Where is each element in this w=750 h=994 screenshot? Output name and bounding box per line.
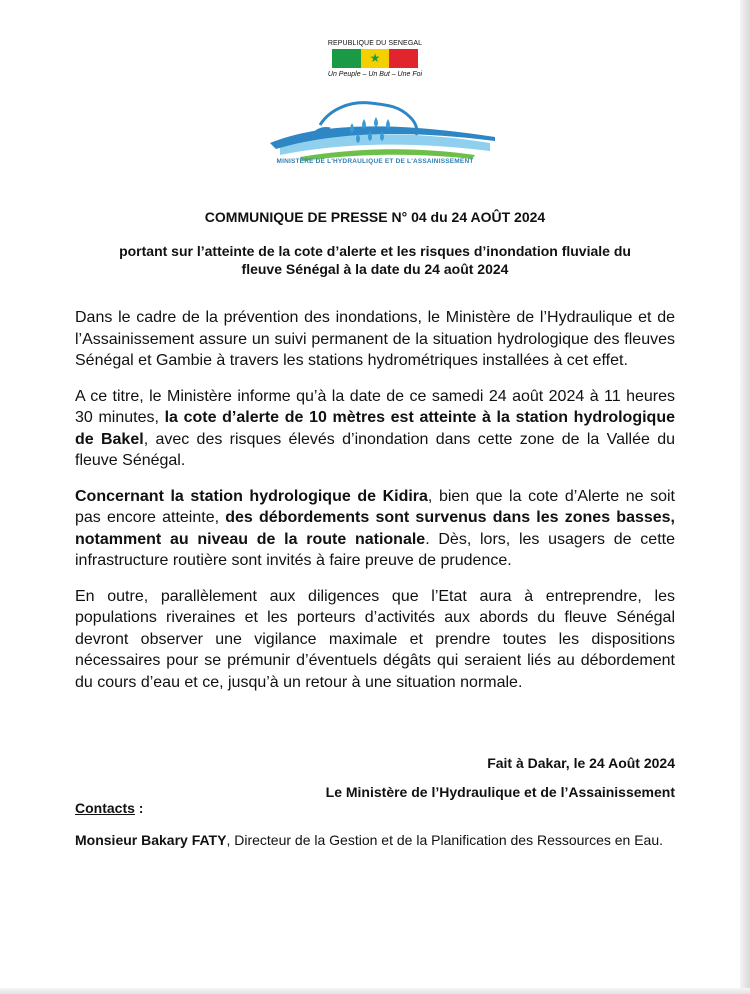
signatory: Le Ministère de l’Hydraulique et de l’Assainissement [325,784,675,800]
place-and-date: Fait à Dakar, le 24 Août 2024 [487,755,675,771]
paragraph-3-bold-start: Concernant la station hydrologique de Kidira [75,487,428,505]
star-icon: ★ [369,51,381,65]
contacts-heading [75,800,143,816]
paragraph-3-text: , bien que la cote d’Alerte ne soit pas encore atteinte, [75,487,675,526]
contact-entry [75,831,675,850]
paragraph-3-bold: des débordements sont survenus dans les zones basses, notamment au niveau de la route nationale [75,509,676,548]
page-subtitle: portant sur l’atteinte de la cote d’alerte et les risques d’inondation fluviale du fleuve Sénégal à la date du 24 août 2024 [119,243,631,277]
flag-yellow-band [361,49,390,68]
paragraph-2-text: A ce titre, le Ministère informe qu’à la date de ce samedi 24 août 2024 à 11 heures 30 minutes, [75,387,675,426]
contacts-colon: : [134,800,144,816]
republic-name: REPUBLIQUE DU SENEGAL [327,40,423,47]
ministry-logo-caption: MINISTÈRE DE L'HYDRAULIQUE ET DE L'ASSAINISSEMENT [276,158,474,165]
press-release-body [75,307,675,707]
paragraph-1: Dans le cadre de la prévention des inondations, le Ministère de l’Hydraulique et de l’Assainissement assure un suivi permanent de la situation hydrologique des fleuves Sénégal et Gambie à travers les stations hydrométriques installées à cet effet. [75,309,675,369]
national-motto: Un Peuple – Un But – Une Foi [327,71,423,78]
paragraph-2-bold: la cote d’alerte de 10 mètres est atteinte à la station hydrologique de Bakel [75,409,675,448]
ministry-logo [240,85,510,180]
paragraph-2 [75,386,675,472]
contacts-label: Contacts [75,800,135,816]
page-edge-shadow [740,0,750,994]
contact-role: , Directeur de la Gestion et de la Planification des Ressources en Eau. [226,832,664,848]
flag-red-band [389,49,418,68]
page-title: COMMUNIQUE DE PRESSE N° 04 du 24 AOÛT 2024 [204,209,546,225]
paragraph-3-text-end: . Dès, lors, les usagers de cette infrastructure routière sont invités à faire preuve de prudence. [75,530,675,569]
flag-green-band [332,49,361,68]
paragraph-3 [75,486,675,572]
page-bottom-shadow [0,988,750,994]
paragraph-4: En outre, parallèlement aux diligences que l’Etat aura à entreprendre, les populations riveraines et les porteurs d’activités aux abords du fleuve Sénégal devront observer une vigilance maximale et prendre toutes les dispositions nécessaires pour se prémunir d’éventuels dégâts qui seraient liés au débordement du cours d’eau et ce, jusqu’à un retour à une situation normale. [75,587,675,691]
paragraph-2-text-end: , avec des risques élevés d’inondation dans cette zone de la Vallée du fleuve Sénégal. [75,430,676,469]
logo-drop-3 [374,117,378,127]
senegal-flag [332,49,418,68]
contact-name: Monsieur Bakary FATY [75,832,227,848]
